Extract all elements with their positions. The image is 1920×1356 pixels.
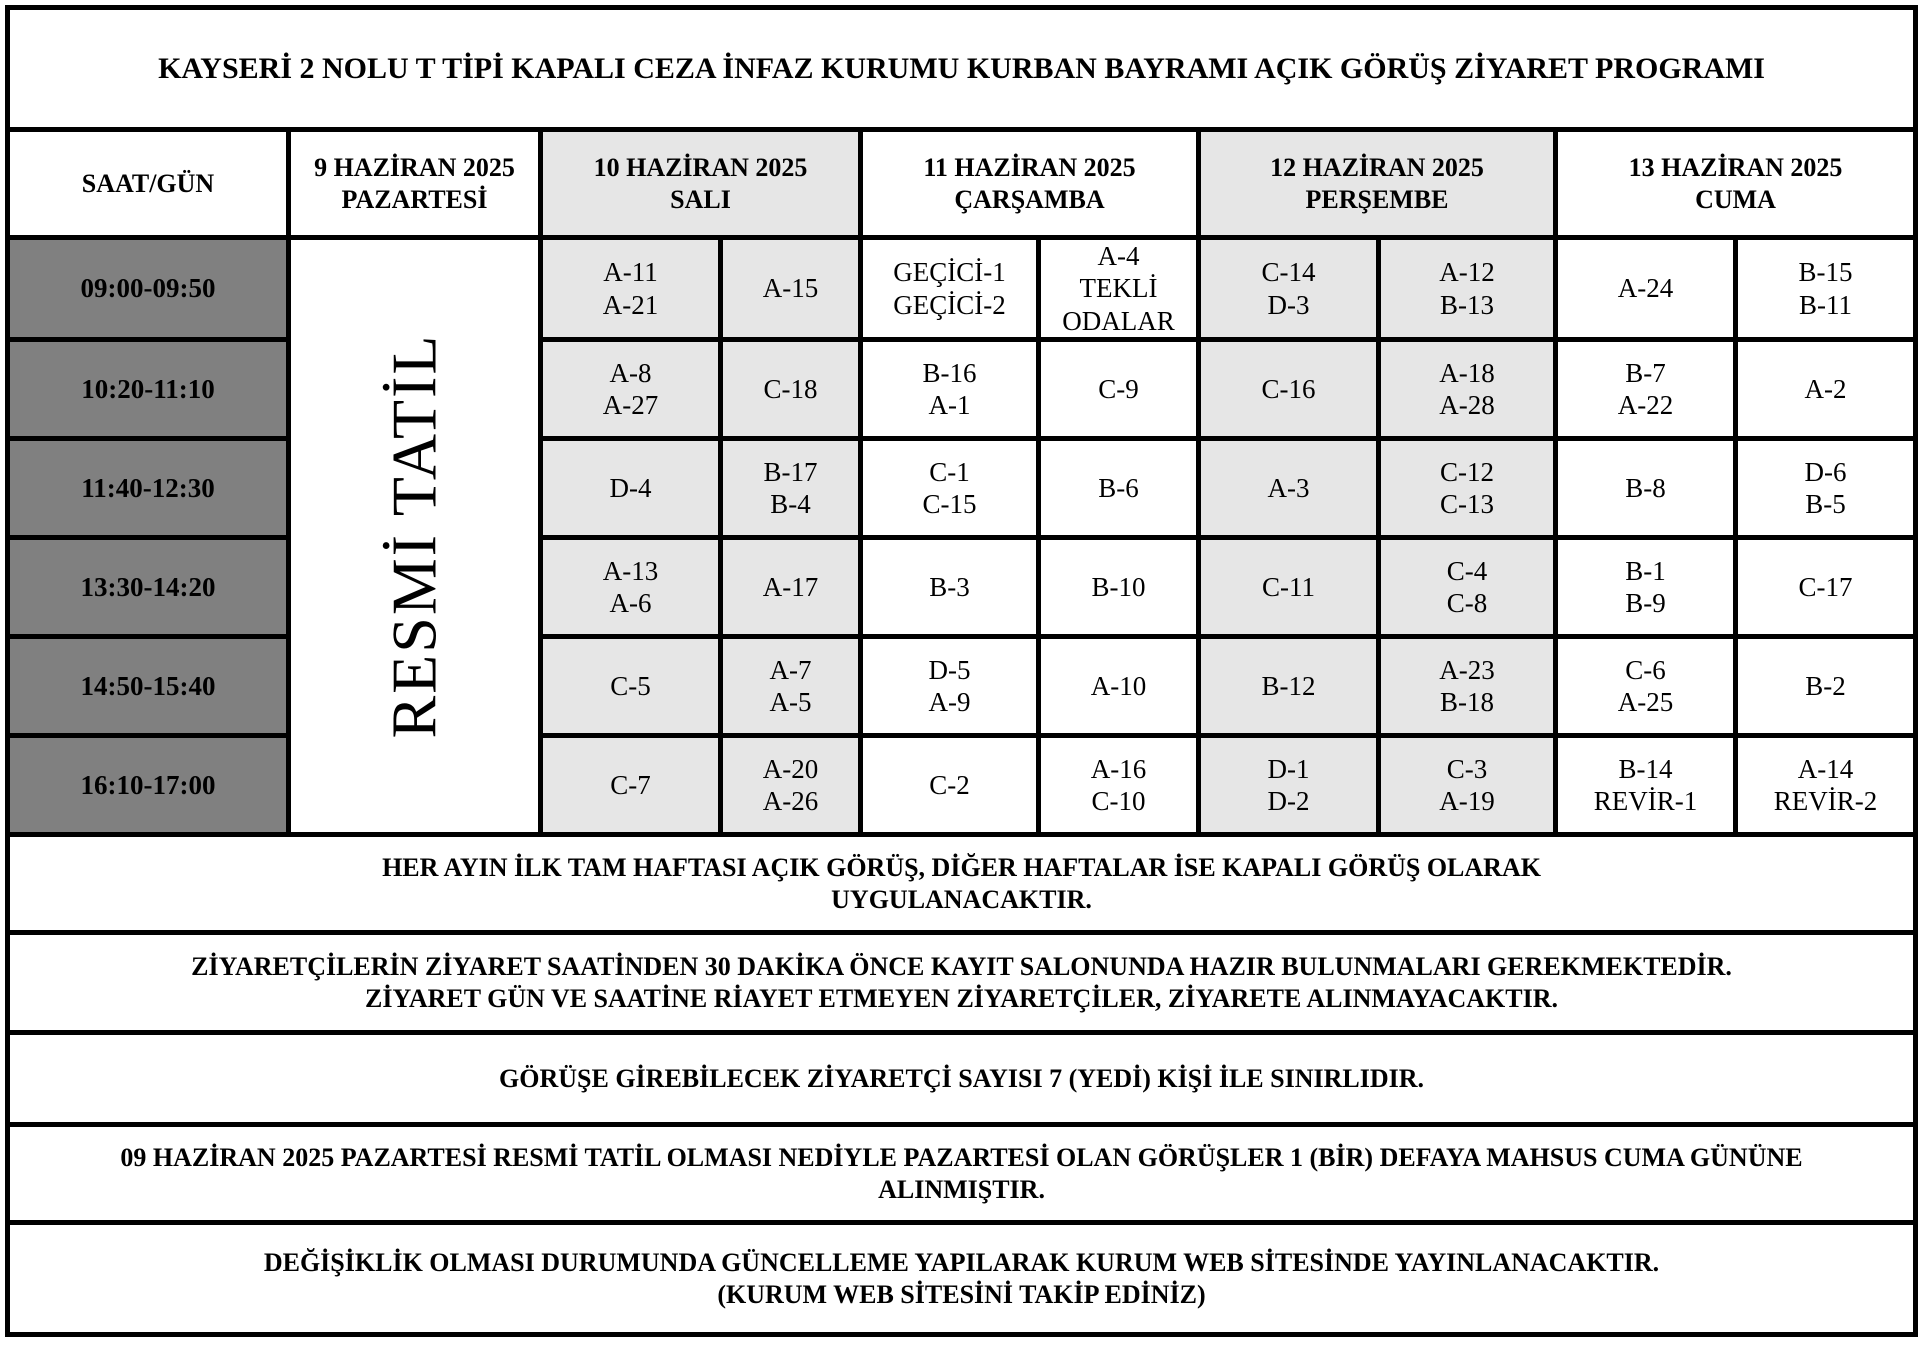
ward-label: REVİR-1 [1593, 786, 1698, 817]
ward-cell [1379, 637, 1556, 736]
ward-label: C-2 [929, 769, 970, 800]
ward-label: C-7 [610, 769, 651, 800]
ward-cell [541, 637, 721, 736]
ward-cell [1556, 238, 1736, 340]
ward-cell [1556, 538, 1736, 637]
page-title: KAYSERİ 2 NOLU T TİPİ KAPALI CEZA İNFAZ KURUMU KURBAN BAYRAMI AÇIK GÖRÜŞ ZİYARET PROGRAMI [8, 8, 1916, 130]
ward-label: C-3 [1446, 753, 1488, 784]
ward-label: A-3 [1267, 472, 1310, 503]
ward-label: B-2 [1805, 670, 1846, 701]
ward-label: A-21 [602, 289, 659, 320]
ward-label: C-4 [1446, 555, 1488, 586]
ward-label: D-5 [928, 654, 971, 685]
note-row [8, 1125, 1916, 1223]
ward-label: B-12 [1261, 670, 1316, 701]
ward-cell [1039, 340, 1199, 439]
ward-label: D-1 [1267, 753, 1310, 784]
ward-cell [1379, 736, 1556, 835]
ward-label: B-5 [1805, 489, 1846, 520]
time-slot-label: 13:30-14:20 [8, 538, 289, 637]
ward-cell [1039, 637, 1199, 736]
time-slot-label: 16:10-17:00 [8, 736, 289, 835]
ward-label: A-28 [1439, 390, 1495, 421]
ward-cell [861, 736, 1039, 835]
time-slot-label: 14:50-15:40 [8, 637, 289, 736]
ward-cell [1199, 238, 1379, 340]
ward-label: A-20 [762, 753, 819, 784]
note-line: UYGULANACAKTIR. [831, 884, 1092, 914]
ward-cell [1736, 538, 1916, 637]
ward-label: A-8 [609, 357, 652, 388]
ward-label: A-2 [1804, 373, 1847, 404]
note-line: GÖRÜŞE GİREBİLECEK ZİYARETÇİ SAYISI 7 (YEDİ) KİŞİ İLE SINIRLIDIR. [499, 1064, 1425, 1094]
ward-cell [541, 340, 721, 439]
day-header-tuesday: 10 HAZİRAN 2025 SALI [541, 130, 861, 238]
ward-label: A-11 [603, 257, 658, 288]
time-slot-label: 09:00-09:50 [8, 238, 289, 340]
ward-label: D-4 [609, 472, 652, 503]
ward-cell [1199, 637, 1379, 736]
ward-cell [1736, 340, 1916, 439]
ward-label: D-2 [1267, 786, 1310, 817]
ward-cell [1199, 736, 1379, 835]
ward-label: C-14 [1261, 257, 1316, 288]
day-header-friday: 13 HAZİRAN 2025 CUMA [1556, 130, 1916, 238]
ward-label: B-7 [1625, 357, 1666, 388]
day-header-thursday: 12 HAZİRAN 2025 PERŞEMBE [1199, 130, 1556, 238]
ward-cell [721, 439, 861, 538]
note-text [8, 1033, 1916, 1125]
ward-label: A-24 [1617, 273, 1674, 304]
ward-cell [1556, 439, 1736, 538]
ward-cell [721, 340, 861, 439]
ward-cell [1379, 238, 1556, 340]
ward-cell [721, 637, 861, 736]
ward-cell [1379, 439, 1556, 538]
ward-label: GEÇİCİ-1 [893, 257, 1006, 288]
note-line: ZİYARETÇİLERİN ZİYARET SAATİNDEN 30 DAKİKA ÖNCE KAYIT SALONUNDA HAZIR BULUNMALARI GEREKMEKTEDİR. [191, 952, 1732, 982]
ward-label: C-16 [1261, 373, 1316, 404]
ward-label: B-8 [1625, 472, 1666, 503]
ward-label: A-17 [762, 571, 819, 602]
ward-label: B-14 [1618, 753, 1673, 784]
ward-label: C-18 [763, 373, 818, 404]
ward-cell [1736, 637, 1916, 736]
ward-cell [861, 238, 1039, 340]
ward-label: B-1 [1625, 555, 1666, 586]
note-text [8, 835, 1916, 933]
note-row [8, 835, 1916, 933]
ward-cell [541, 439, 721, 538]
ward-label: A-23 [1439, 654, 1495, 685]
ward-label: A-16 [1090, 753, 1147, 784]
holiday-label: RESMİ TATİL [378, 333, 450, 739]
ward-label: ODALAR [1062, 305, 1175, 336]
ward-label: D-6 [1804, 456, 1847, 487]
ward-label: B-17 [763, 456, 818, 487]
time-slot-label: 10:20-11:10 [8, 340, 289, 439]
ward-label: B-4 [770, 489, 811, 520]
ward-label: C-17 [1798, 571, 1853, 602]
ward-label: A-1 [928, 390, 971, 421]
ward-label: A-27 [602, 390, 659, 421]
ward-label: C-9 [1098, 373, 1139, 404]
ward-cell [1039, 538, 1199, 637]
holiday-cell [289, 238, 541, 835]
ward-label: B-11 [1799, 289, 1853, 320]
ward-label: A-9 [928, 687, 971, 718]
ward-label: GEÇİCİ-2 [893, 289, 1006, 320]
ward-label: C-5 [610, 670, 651, 701]
ward-label: C-15 [922, 489, 977, 520]
ward-label: B-6 [1098, 472, 1139, 503]
note-row [8, 933, 1916, 1033]
day-header-wednesday: 11 HAZİRAN 2025 ÇARŞAMBA [861, 130, 1199, 238]
note-line: (KURUM WEB SİTESİNİ TAKİP EDİNİZ) [717, 1279, 1206, 1309]
ward-label: C-8 [1446, 588, 1488, 619]
ward-cell [541, 736, 721, 835]
note-text [8, 933, 1916, 1033]
ward-cell [721, 238, 861, 340]
ward-cell [1736, 736, 1916, 835]
ward-label: A-22 [1617, 390, 1674, 421]
ward-label: B-10 [1091, 571, 1146, 602]
ward-label: B-15 [1798, 257, 1853, 288]
ward-cell [541, 538, 721, 637]
ward-label: A-5 [769, 687, 812, 718]
ward-cell [1199, 538, 1379, 637]
ward-label: C-13 [1440, 489, 1494, 520]
ward-cell [721, 538, 861, 637]
ward-label: A-13 [602, 555, 659, 586]
ward-label: A-14 [1797, 753, 1854, 784]
note-row [8, 1223, 1916, 1335]
ward-cell [861, 637, 1039, 736]
ward-cell [1379, 340, 1556, 439]
ward-label: A-10 [1090, 670, 1147, 701]
ward-cell [1039, 439, 1199, 538]
schedule-sheet [5, 5, 1913, 1351]
ward-cell [1736, 439, 1916, 538]
ward-label: C-6 [1625, 654, 1666, 685]
note-line: ZİYARET GÜN VE SAATİNE RİAYET ETMEYEN ZİYARETÇİLER, ZİYARETE ALINMAYACAKTIR. [365, 983, 1559, 1013]
ward-cell [861, 340, 1039, 439]
note-line: 09 HAZİRAN 2025 PAZARTESİ RESMİ TATİL OLMASI NEDİYLE PAZARTESİ OLAN GÖRÜŞLER 1 (BİR) DEFAYA MAHSUS CUMA GÜNÜNE [120, 1143, 1803, 1173]
ward-cell [1556, 340, 1736, 439]
ward-label: B-18 [1440, 687, 1494, 718]
time-slot-row [8, 238, 1916, 340]
day-header-monday: 9 HAZİRAN 2025 PAZARTESİ [289, 130, 541, 238]
ward-label: A-12 [1439, 257, 1495, 288]
ward-cell [861, 439, 1039, 538]
ward-label: A-19 [1439, 786, 1495, 817]
note-line: DEĞİŞİKLİK OLMASI DURUMUNDA GÜNCELLEME YAPILARAK KURUM WEB SİTESİNDE YAYINLANACAKTIR. [263, 1248, 1660, 1278]
ward-label: A-18 [1439, 357, 1495, 388]
ward-cell [1199, 340, 1379, 439]
ward-label: D-3 [1267, 289, 1310, 320]
ward-cell [1556, 736, 1736, 835]
ward-label: A-4 [1097, 241, 1140, 271]
note-line: HER AYIN İLK TAM HAFTASI AÇIK GÖRÜŞ, DİĞER HAFTALAR İSE KAPALI GÖRÜŞ OLARAK [382, 853, 1541, 883]
ward-label: REVİR-2 [1773, 786, 1878, 817]
note-text [8, 1223, 1916, 1335]
ward-cell [1556, 637, 1736, 736]
ward-cell [1039, 238, 1199, 340]
ward-label: A-25 [1617, 687, 1674, 718]
ward-label: TEKLİ [1079, 273, 1158, 304]
ward-cell [1736, 238, 1916, 340]
schedule-table [5, 5, 1918, 1337]
ward-label: A-7 [769, 654, 812, 685]
ward-label: C-12 [1440, 456, 1494, 487]
ward-label: A-6 [609, 588, 652, 619]
ward-label: A-15 [762, 273, 819, 304]
note-row [8, 1033, 1916, 1125]
ward-label: A-26 [762, 786, 819, 817]
ward-label: B-9 [1625, 588, 1666, 619]
ward-cell [1379, 538, 1556, 637]
ward-label: C-10 [1091, 786, 1146, 817]
ward-cell [1039, 736, 1199, 835]
ward-label: C-11 [1262, 571, 1315, 602]
ward-label: B-16 [922, 357, 977, 388]
time-column-header: SAAT/GÜN [8, 130, 289, 238]
ward-cell [1199, 439, 1379, 538]
note-text [8, 1125, 1916, 1223]
ward-cell [541, 238, 721, 340]
header-row [8, 130, 1916, 238]
ward-cell [721, 736, 861, 835]
ward-label: B-13 [1440, 289, 1494, 320]
time-slot-label: 11:40-12:30 [8, 439, 289, 538]
note-line: ALINMIŞTIR. [878, 1174, 1045, 1204]
ward-cell [861, 538, 1039, 637]
ward-label: C-1 [929, 456, 970, 487]
ward-label: B-3 [929, 571, 970, 602]
